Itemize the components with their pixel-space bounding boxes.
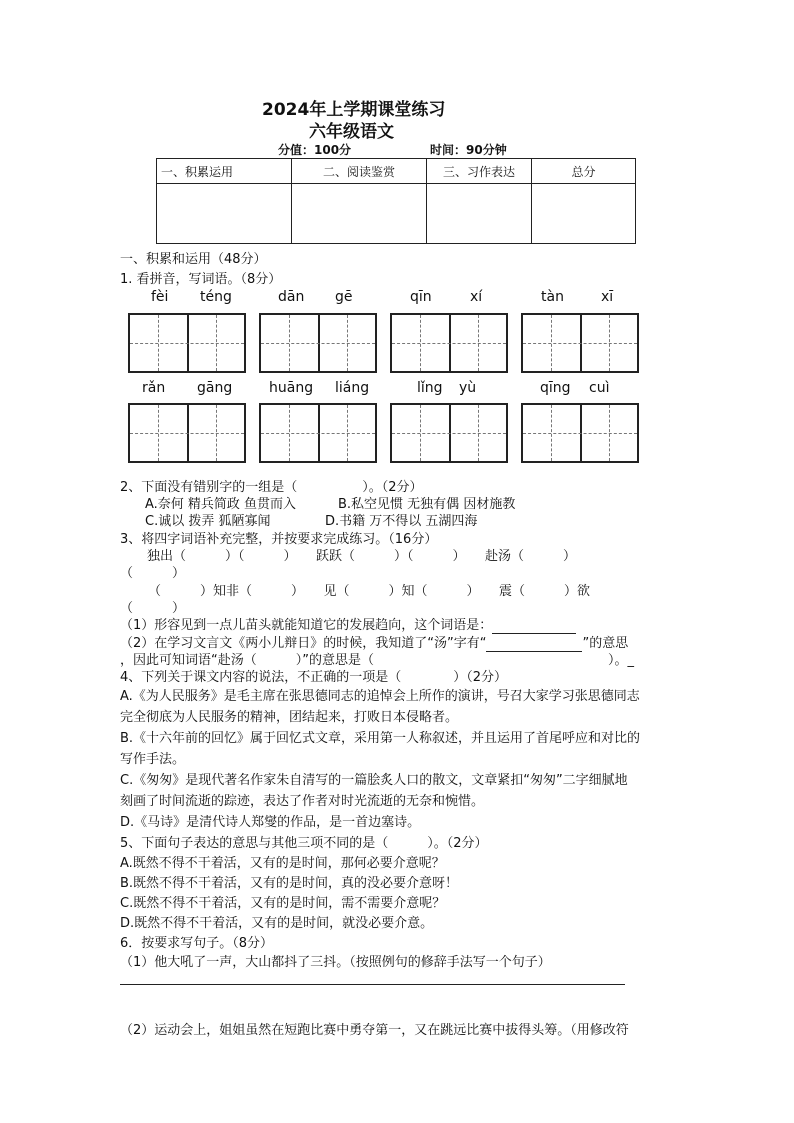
pinyin: dān <box>278 289 305 305</box>
q4-option-c[interactable]: C.《匆匆》是现代著名作家朱自清写的一篇脍炙人口的散文，文章紧扣“匆匆”二字细腻地 <box>120 773 628 788</box>
score-cell[interactable] <box>157 184 292 244</box>
pinyin: huāng <box>269 380 314 396</box>
q2-option-b[interactable]: B.私空见惯 无独有偶 因材施教 <box>338 497 516 512</box>
score-cell[interactable] <box>427 184 532 244</box>
q2-option-d[interactable]: D.书籍 万不得以 五湖四海 <box>325 514 478 529</box>
writing-grid[interactable] <box>521 403 639 463</box>
q5-option-a[interactable]: A.既然不得不干着活，又有的是时间，那何必要介意呢？ <box>120 856 445 871</box>
pinyin: qīn <box>410 289 432 305</box>
answer-line[interactable] <box>120 984 625 985</box>
exam-title: 2024年上学期课堂练习 <box>262 100 446 120</box>
writing-grid[interactable] <box>390 403 508 463</box>
score-table <box>156 158 636 244</box>
pinyin: rǎn <box>142 380 166 396</box>
section-title: 一、积累和运用（48分） <box>120 252 267 267</box>
score-header-1: 一、积累运用 <box>157 159 292 184</box>
pinyin: lǐng <box>417 380 443 396</box>
q5-prompt: 5、下面句子表达的意思与其他三项不同的是（ ）。（2分） <box>120 836 488 851</box>
q3-sub1-text: （1）形容见到一点儿苗头就能知道它的发展趋向，这个词语是： <box>120 618 493 633</box>
score-header-2: 二、阅读鉴赏 <box>292 159 427 184</box>
q5-option-b[interactable]: B.既然不得不干着活，又有的是时间，真的没必要介意呀！ <box>120 876 459 891</box>
q2-option-a[interactable]: A.奈何 精兵简政 鱼贯而入 <box>145 497 297 512</box>
pinyin: xī <box>601 289 614 305</box>
score-cell[interactable] <box>532 184 636 244</box>
q3-sub2-text: （2）在学习文言文《两小儿辩日》的时候，我知道了“汤”字有“ <box>120 636 487 651</box>
q4-option-c-cont: 刻画了时间流逝的踪迹，表达了作者对时光流逝的无奈和惋惜。 <box>120 794 485 809</box>
q4-option-b[interactable]: B.《十六年前的回忆》属于回忆式文章，采用第一人称叙述，并且运用了首尾呼应和对比的 <box>120 731 641 746</box>
q4-option-d[interactable]: D.《马诗》是清代诗人郑燮的作品，是一首边塞诗。 <box>120 815 421 830</box>
q4-prompt: 4、下列关于课文内容的说法，不正确的一项是（ ）（2分） <box>120 670 508 685</box>
writing-grid[interactable] <box>259 313 377 373</box>
pinyin: cuì <box>589 380 610 396</box>
pinyin: téng <box>200 289 232 305</box>
exam-subtitle: 六年级语文 <box>309 122 394 142</box>
pinyin: qīng <box>540 380 571 396</box>
pinyin: fèi <box>151 289 169 305</box>
q1-prompt: 1. 看拼音，写词语。（8分） <box>120 272 282 287</box>
score-cell[interactable] <box>292 184 427 244</box>
q3-sub2-end: ”的意思 <box>582 636 629 651</box>
pinyin: gē <box>335 289 353 305</box>
score-header-3: 三、习作表达 <box>427 159 532 184</box>
q3-row2-cont[interactable]: （ ） <box>120 601 186 616</box>
score-header-4: 总分 <box>532 159 636 184</box>
q3-row1-cont[interactable]: （ ） <box>120 566 186 581</box>
pinyin: liáng <box>335 380 370 396</box>
q5-option-c[interactable]: C.既然不得不干着活，又有的是时间，需不需要介意呢？ <box>120 896 446 911</box>
q3-prompt: 3、将四字词语补充完整，并按要求完成练习。（16分） <box>120 532 438 547</box>
writing-grid[interactable] <box>390 313 508 373</box>
q2-prompt: 2、下面没有错别字的一组是（ ）。（2分） <box>120 480 423 495</box>
pinyin: gāng <box>197 380 233 396</box>
writing-grid[interactable] <box>259 403 377 463</box>
time-info: 时间：90分钟 <box>430 143 507 157</box>
q3-sub2-cont: ，因此可知词语“赴汤（ ）”的意思是（ ）。_ <box>120 653 634 668</box>
score-info: 分值：100分 <box>278 143 352 157</box>
q6-prompt: 6．按要求写句子。（8分） <box>120 936 274 951</box>
q3-row1[interactable]: 独出（ ）（ ） 跃跃（ ）（ ） 赴汤（ ） <box>147 549 577 564</box>
q4-option-b-cont: 写作手法。 <box>120 752 186 767</box>
q6-sub2: （2）运动会上，姐姐虽然在短跑比赛中勇夺第一，又在跳远比赛中拔得头筹。（用修改符 <box>120 1023 629 1038</box>
pinyin: xí <box>470 289 483 305</box>
q5-option-d[interactable]: D.既然不得不干着活，又有的是时间，就没必要介意。 <box>120 916 434 931</box>
q4-option-a-cont: 完全彻底为人民服务的精神，团结起来，打败日本侵略者。 <box>120 710 459 725</box>
q2-option-c[interactable]: C.诚以 拨弄 狐陋寡闻 <box>145 514 271 529</box>
q4-option-a[interactable]: A.《为人民服务》是毛主席在张思德同志的追悼会上所作的演讲，号召大家学习张思德同志 <box>120 689 640 704</box>
writing-grid[interactable] <box>128 403 246 463</box>
writing-grid[interactable] <box>521 313 639 373</box>
q3-row2[interactable]: （ ）知非（ ） 见（ ）知（ ） 震（ ）欲 <box>148 584 591 599</box>
pinyin: tàn <box>541 289 564 305</box>
q3-sub1 <box>120 614 576 634</box>
writing-grid[interactable] <box>128 313 246 373</box>
pinyin: yù <box>459 380 477 396</box>
q6-sub1: （1）他大吼了一声，大山都抖了三抖。（按照例句的修辞手法写一个句子） <box>120 955 551 970</box>
